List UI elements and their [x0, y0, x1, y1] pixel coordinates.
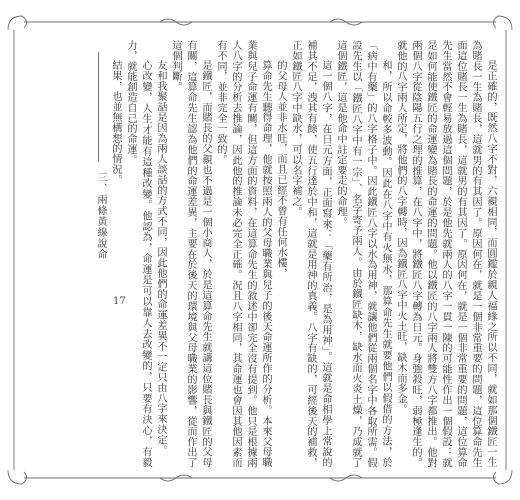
paragraph: 是正確的，既然八字不對，六親相同，而圓鑑於親人福緣之所以不同，就如那個鐵匠一生為賭長一生為賭長，這就男的有其因了。原因何在，就是一個非常重要的問題，這位算命先生面這位賭長一生為賭長，這就男的有其因了。原因何在，就是一個非常重要的問題，這位算命先生當然不會輕易放過這個問題，於是他先就兩人的八字一貫一陳的可能性作出一個假設：就是如何能使鐵匠的命運變為賭長的命運的問題。他以鐵匠的八字兩人將雙方八字都推出。他對兩個八字從陰陽五行之理的推算，在八字中，將鐵匠八字轉為日元。身強殺旺，弱極逢生的。就他的八字兩人所定，將他們的八字轉時，因為鐵匠八字中火土旺，缺木而多金。 — [395, 40, 496, 468]
running-head-rule — [98, 52, 99, 162]
paragraph: 是鐵匠，而賭長的父親也不過是一個小商人，於是這算命先生就講這位賭長與鐵匠的父母有關，這算命先生認為他們的命運差異，主要在於後天的環境與父母職業的影響，從而作出了這個判斷。 — [170, 40, 211, 468]
paragraph: 的父母人並非水旺，而且已經不曾有任何水樓， — [275, 60, 286, 279]
paragraph: 算命先生聽得命理，他就按照兩人的父母職業與兒子的後天命運所作的分析。本來父母職業與兒子命運有關，但這方面的資料，在這算命先生的敘述中卻完全沒有提到。他只是根據兩人八字的分析去推論，因此他的推論未必完全正確。況且八字相同，其命運也會因其他因素而有不同，並非完全一致的。 — [215, 40, 271, 468]
paragraph: 結果，也並無構想的情況。 — [110, 60, 121, 186]
page-number: 17 — [113, 296, 126, 307]
paragraph: 心改變，人生才能有這種改變。他認為，命運是可以靠人去改變的，只要有決心，有毅力，就能創造自己的命運。 — [125, 40, 151, 468]
paragraph: 友和我聚話是因為兩人談話的方式不同，因此他們的命運差異不一定只由八字來決定。 — [155, 60, 166, 456]
body-text — [108, 40, 498, 468]
paragraph: 這一個八字，在日元方面，正面寫來：「藥有所治，是為用神」。這就是命相學上常說的補其不足，洩其有餘，使五行達於中和，這就是用神的真義。八字有缺的，可經後天的補救，正如鐵匠八字中缺水，可以名字補之。 — [290, 40, 331, 468]
running-head: 三、兩條黃線說命 — [95, 172, 106, 260]
paragraph: 和，所以命較多波動。因此在八字中有火無水，那算命先生就要他們以假借的方法，於「病中有藥」的八字格子中。因此鐵匠八字以水為用神，就讓他們從兩個名字中各取所需。假設先生以「鐵匠八字中有一宗」、名字寄予兩人。由於鐵匠缺木，缺水而火炎土燥，乃成就了這個鐵匠，這是他命中註定要走的命理。 — [335, 40, 391, 468]
